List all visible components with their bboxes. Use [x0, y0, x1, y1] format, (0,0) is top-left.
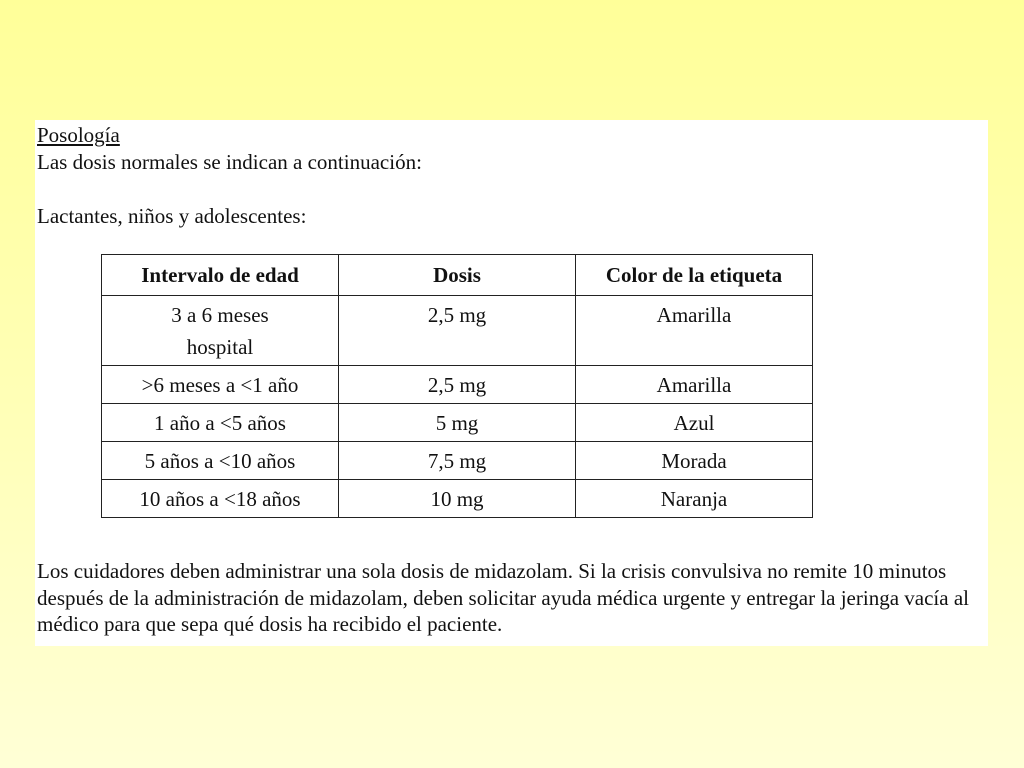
header-age-range: Intervalo de edad	[102, 255, 339, 296]
cell-dose: 5 mg	[339, 404, 576, 442]
document-panel	[35, 120, 988, 646]
table-row	[102, 442, 813, 480]
cell-dose: 2,5 mg	[339, 296, 576, 366]
cell-dose: 7,5 mg	[339, 442, 576, 480]
cell-label-color: Azul	[576, 404, 813, 442]
cell-age-range: 1 año a <5 años	[102, 404, 339, 442]
table-row	[102, 480, 813, 518]
cell-age-range: >6 meses a <1 año	[102, 366, 339, 404]
cell-age-range: 5 años a <10 años	[102, 442, 339, 480]
cell-label-color: Morada	[576, 442, 813, 480]
caregiver-instructions: Los cuidadores deben administrar una sola dosis de midazolam. Si la crisis convulsiva no remite 10 minutos después de la administración de midazolam, deben solicitar ayuda médica urgente y entregar la jeringa vacía al médico para que sepa qué dosis ha recibido el paciente.	[37, 559, 969, 636]
header-label-color: Color de la etiqueta	[576, 255, 813, 296]
table-row	[102, 296, 813, 366]
table-row	[102, 404, 813, 442]
subheading-text: Lactantes, niños y adolescentes:	[37, 204, 307, 228]
cell-age-range: 3 a 6 meses hospital	[102, 296, 339, 366]
section-heading: Posología	[37, 123, 120, 147]
header-dose: Dosis	[339, 255, 576, 296]
cell-age-range: 10 años a <18 años	[102, 480, 339, 518]
table-row	[102, 366, 813, 404]
cell-label-color: Amarilla	[576, 296, 813, 366]
cell-dose: 10 mg	[339, 480, 576, 518]
cell-dose: 2,5 mg	[339, 366, 576, 404]
table-header-row	[102, 255, 813, 296]
cell-label-color: Naranja	[576, 480, 813, 518]
intro-text: Las dosis normales se indican a continuación:	[37, 150, 422, 174]
cell-label-color: Amarilla	[576, 366, 813, 404]
dosage-table	[101, 254, 813, 518]
